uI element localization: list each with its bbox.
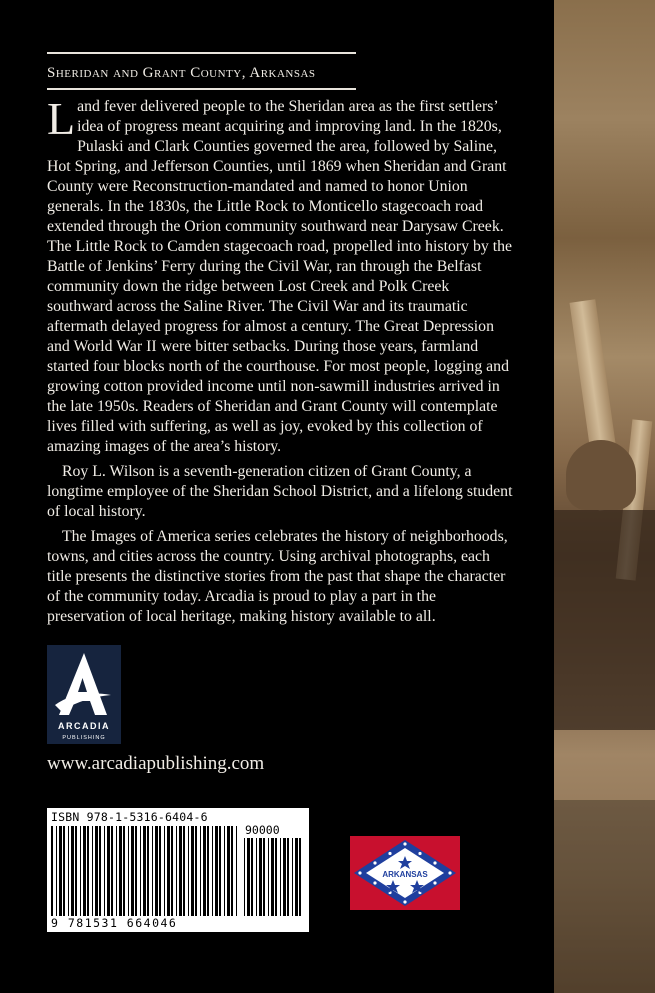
photo-ground: [554, 800, 655, 993]
isbn-barcode: [47, 808, 309, 932]
barcode-bar: [251, 838, 253, 916]
barcode-bar: [299, 838, 301, 916]
logo-name-text: ARCADIA: [58, 721, 110, 731]
barcode-bar: [143, 826, 146, 916]
logo-sub-text: PUBLISHING: [62, 735, 106, 741]
barcode-bar: [176, 826, 177, 916]
barcode-bar: [83, 826, 86, 916]
barcode-bar: [215, 826, 218, 916]
barcode-bar: [219, 826, 221, 916]
barcode-bar: [244, 838, 245, 916]
barcode-bar: [56, 826, 57, 916]
arkansas-flag-icon: [350, 836, 460, 910]
barcode-bar: [247, 838, 250, 916]
barcode-bar: [295, 838, 298, 916]
barcode-bar: [271, 838, 274, 916]
barcode-bar: [283, 838, 286, 916]
barcode-bar: [59, 826, 62, 916]
barcode-bar: [140, 826, 141, 916]
barcode-bar: [131, 826, 134, 916]
barcode-bar: [191, 826, 194, 916]
barcode-bar: [195, 826, 197, 916]
barcode-bar: [135, 826, 137, 916]
barcode-addon-bars: [244, 838, 304, 916]
barcode-bar: [212, 826, 213, 916]
barcode-bar: [167, 826, 170, 916]
publisher-website[interactable]: www.arcadiapublishing.com: [47, 753, 265, 774]
paragraph-description-text: and fever delivered people to the Sheridan area as the first settlers’ idea of progress meant acquiring and improving land. In the 1820s, Pulaski and Clark Counties governed the area, followed by Saline, Hot Spring, and Jefferson Counties, until 1869 when Sheridan and Grant County were Reconstruction-mandated and named to honor Union generals. In the 1830s, the Little Rock to Monticello stagecoach road extended through the Orion community southward near Darysaw Creek. The Little Rock to Camden stagecoach road, propelled into history by the Battle of Jenkins’ Ferry during the Civil War, ran through the Belfast community down the ridge between Lost Creek and Polk Creek southward across the Saline River. The Civil War and its traumatic aftermath delayed progress for almost a century. The Great Depression and World War II were bitter setbacks. During those years, farmland started four blocks north of the courthouse. For most people, logging and growing cotton provided income until non-sawmill industries arrived in the late 1950s. Readers of Sheridan and Grant County will contemplate lives filled with suffering, as well as joy, evoked by this collection of amazing images of the area’s history.: [47, 98, 513, 455]
photo-man-body: [554, 510, 655, 730]
barcode-bar: [152, 826, 153, 916]
barcode-bar: [111, 826, 113, 916]
drop-cap: L: [47, 93, 76, 144]
arcadia-publishing-logo: [47, 645, 121, 744]
barcode-bar: [207, 826, 209, 916]
arcadia-logo-icon: [47, 645, 121, 744]
barcode-bar: [280, 838, 281, 916]
paragraph-author-bio: Roy L. Wilson is a seventh-generation citizen of Grant County, a longtime employee of the Sheridan School District, and a lifelong student of local history.: [47, 463, 513, 520]
barcode-bar: [236, 826, 237, 916]
barcode-bar: [107, 826, 110, 916]
barcode-bar: [147, 826, 149, 916]
paragraph-series-info: The Images of America series celebrates the history of neighborhoods, towns, and cities across the country. Using archival photographs, each title presents the distinctive stories from the past that shape the character of the community today. Arcadia is proud to play a part in the preservation of local heritage, making history available to all.: [47, 528, 508, 625]
barcode-bar: [200, 826, 201, 916]
barcode-bar: [128, 826, 129, 916]
barcode-digits: 9 781531 664046: [51, 916, 178, 930]
barcode-bar: [63, 826, 65, 916]
barcode-bar: [287, 838, 289, 916]
flag-label: ARKANSAS: [382, 870, 428, 879]
barcode-bar: [203, 826, 206, 916]
barcode-bar: [51, 826, 53, 916]
barcode-bar: [119, 826, 122, 916]
barcode-bars: [51, 826, 241, 916]
description-text: [47, 93, 515, 632]
barcode-bar: [71, 826, 74, 916]
top-rule: [47, 52, 356, 54]
barcode-bar: [104, 826, 105, 916]
barcode-bar: [224, 826, 225, 916]
series-title: Sheridan and Grant County, Arkansas: [47, 65, 316, 81]
barcode-bar: [155, 826, 158, 916]
cover-photo-edge: [554, 0, 655, 993]
barcode-bar: [80, 826, 81, 916]
paragraph-description: [47, 93, 515, 457]
barcode-bar: [68, 826, 69, 916]
barcode-bar: [183, 826, 185, 916]
barcode-bar: [116, 826, 117, 916]
barcode-bar: [256, 838, 257, 916]
barcode-bar: [263, 838, 265, 916]
barcode-bar: [75, 826, 77, 916]
barcode-bar: [92, 826, 93, 916]
barcode-bar: [123, 826, 125, 916]
barcode-bar: [171, 826, 173, 916]
barcode-bar: [259, 838, 262, 916]
barcode-bar: [292, 838, 293, 916]
barcode-bar: [164, 826, 165, 916]
barcode-bar: [227, 826, 230, 916]
photo-man-head: [566, 440, 636, 510]
bottom-rule: [47, 88, 356, 90]
arkansas-flag: [350, 836, 460, 910]
barcode-bar: [95, 826, 98, 916]
barcode-bar: [99, 826, 101, 916]
isbn-label: ISBN 978-1-5316-6404-6: [51, 810, 208, 824]
barcode-bar: [268, 838, 269, 916]
barcode-bar: [87, 826, 89, 916]
barcode-bar: [159, 826, 161, 916]
price-code: 90000: [245, 823, 280, 837]
barcode-bar: [179, 826, 182, 916]
barcode-bar: [188, 826, 189, 916]
barcode-bar: [231, 826, 233, 916]
barcode-bar: [275, 838, 277, 916]
